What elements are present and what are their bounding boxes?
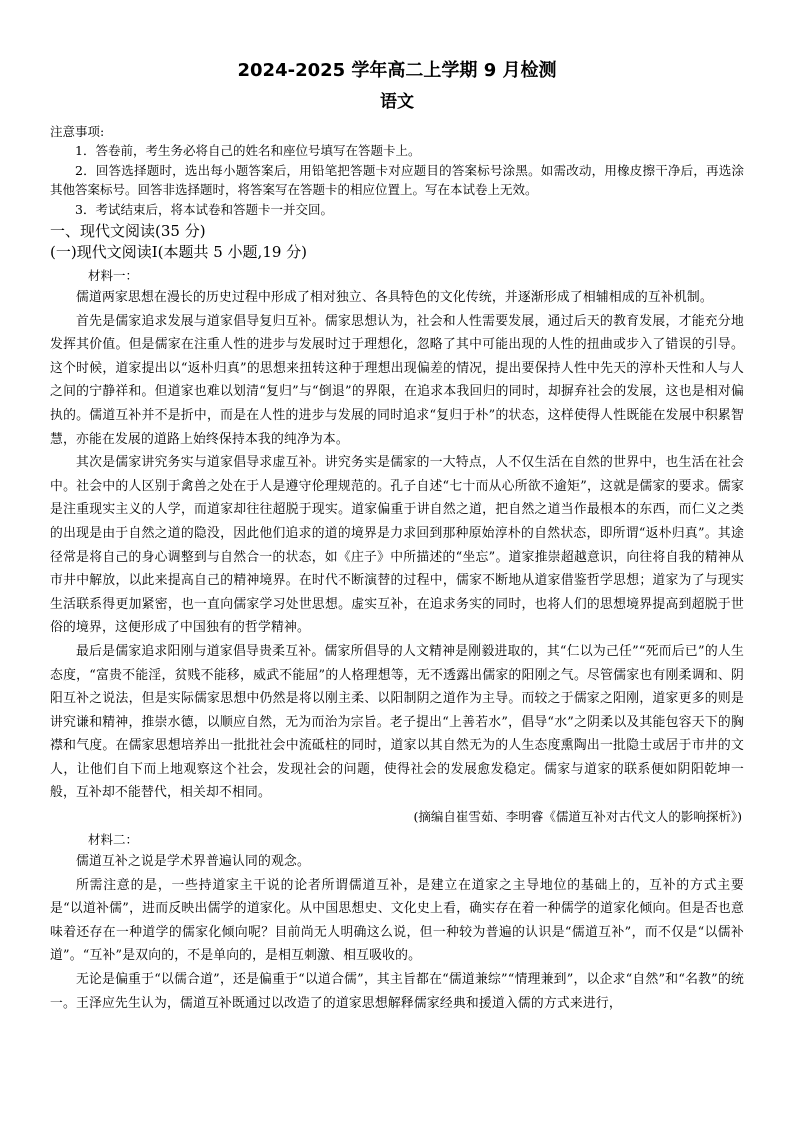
body-paragraph: 儒道互补之说是学术界普遍认同的观念。 [76,854,310,870]
body-paragraph: 儒道两家思想在漫长的历史过程中形成了相对独立、各具特色的文化传统，并逐渐形成了相辅相成的互补机制。 [76,290,713,305]
body-paragraph: 所需注意的是，一些持道家主干说的论者所谓儒道互补，是建立在道家之主导地位的基础上的，互补的方式主要是“以道补儒”，进而反映出儒学的道家化。从中国思想史、文化史上看，确实存在着一种儒学的道家化倾向。但是否也意味着还存在一种道学的儒家化倾向呢？目前尚无人明确这么说，但一种较为普遍的认识是“儒道互补”，而不仅是“以儒补道”。“互补”是双向的，不是单向的，是相互刺激、相互吸收的。 [50,877,744,964]
material-two [50,829,744,1015]
notice-item: 1．答卷前，考生务必将自己的姓名和座位号填写在答题卡上。 [75,143,421,158]
material-label: 材料一： [88,268,139,283]
material-one [50,265,744,829]
notice-item: 3．考试结束后，将本试卷和答题卡一并交回。 [75,201,333,217]
notice-item: 2．回答选择题时，选出每小题答案后，用铅笔把答题卡对应题目的答案标号涂黑。如需改动，用橡皮擦干净后，再选涂其他答案标号。回答非选择题时，将答案写在答题卡的相应位置上。写在本试卷上无效。 [50,162,744,197]
material-label: 材料二： [88,832,139,848]
notice-block [50,122,744,219]
subject-title: 语文 [380,92,414,112]
section-heading: 一、现代文阅读(35 分) [50,222,206,240]
subsection-heading: (一)现代文阅读Ⅰ(本题共 5 小题,19 分) [50,243,308,261]
body-paragraph: 无论是偏重于“以儒合道”，还是偏重于“以道合儒”，其主旨都在“儒道兼综”“情理兼到”，以企求“自然”和“名教”的统一。王泽应先生认为，儒道互补既通过以改造了的道家思想解释儒家经典和援道入儒的方式来进行， [50,972,744,1011]
source-citation: (摘编自崔雪茹、李明睿《儒道互补对古代文人的影响探析》) [413,809,742,825]
body-paragraph: 最后是儒家追求阳刚与道家倡导贵柔互补。儒家所倡导的人文精神是刚毅进取的，其“仁以为己任”“死而后已”的人生态度，“富贵不能淫，贫贱不能移，威武不能屈”的人格理想等，无不透露出儒家的阳刚之气。尽管儒家也有刚柔调和、阴阳互补之说法，但是实际儒家思想中仍然是将以刚主柔、以阳制阴之道作为主导。而较之于儒家之阳刚，道家更多的则是讲究谦和精神，推崇水德，以顺应自然，无为而治为宗旨。老子提出“上善若水”，倡导“水”之阴柔以及其能包容天下的胸襟和气度。在儒家思想培养出一批批社会中流砥柱的同时，道家以其自然无为的人生态度熏陶出一批隐士或居于市井的文人，让他们自下而上地观察这个社会，发现社会的问题，使得社会的发展愈发稳定。儒家与道家的联系便如阴阳乾坤一般，互补却不能替代，相关却不相同。 [50,643,744,801]
body-paragraph: 首先是儒家追求发展与道家倡导复归互补。儒家思想认为，社会和人性需要发展，通过后天的教育发展，才能充分地发挥其价值。但是儒家在注重人性的进步与发展时过于理想化，忽略了其中可能出现的人性的扭曲或步入了错误的引导。这个时候，道家提出以“返朴归真”的思想来扭转这种于理想出现偏差的情况，提出要保持人性中先天的淳朴天性和人与人之间的宁静祥和。但道家也难以划清“复归”与“倒退”的界限，在追求本我回归的同时，却摒弃社会的发展，这也是相对偏执的。儒道互补并不是折中，而是在人性的进步与发展的同时追求“复归于朴”的状态，这样使得人性既能在发展中积累智慧，亦能在发展的道路上始终保持本我的纯净为本。 [50,313,744,447]
notice-heading: 注意事项: [50,124,105,139]
body-paragraph: 其次是儒家讲究务实与道家倡导求虚互补。讲究务实是儒家的一大特点，人不仅生活在自然的世界中，也生活在社会中。社会中的人区别于禽兽之处在于人是遵守伦理规范的。孔子自述“七十而从心所欲不逾矩”，这就是儒家的要求。儒家是注重现实主义的人学，而道家却往往超脱于现实。道家偏重于讲自然之道，把自然之道当作最根本的东西，而仁义之类的出现是由于自然之道的隐没，因此他们追求的道的境界是力求回到那种原始淳朴的自然状态，即所谓“返朴归真”。其途径常是将自己的身心调整到与自然合一的状态，如《庄子》中所描述的“坐忘”。道家推崇超越意识，向往将自我的精神从市井中解放，以此来提高自己的精神境界。在时代不断演替的过程中，儒家不断地从道家借鉴哲学思想；道家为了与现实生活联系得更加紧密，也一直向儒家学习处世思想。虚实互补，在追求务实的同时，也将人们的思想境界提高到超脱于世俗的境界，这便形成了中国独有的哲学精神。 [50,455,744,636]
exam-title: 2024-2025 学年高二上学期 9 月检测 [237,60,557,81]
